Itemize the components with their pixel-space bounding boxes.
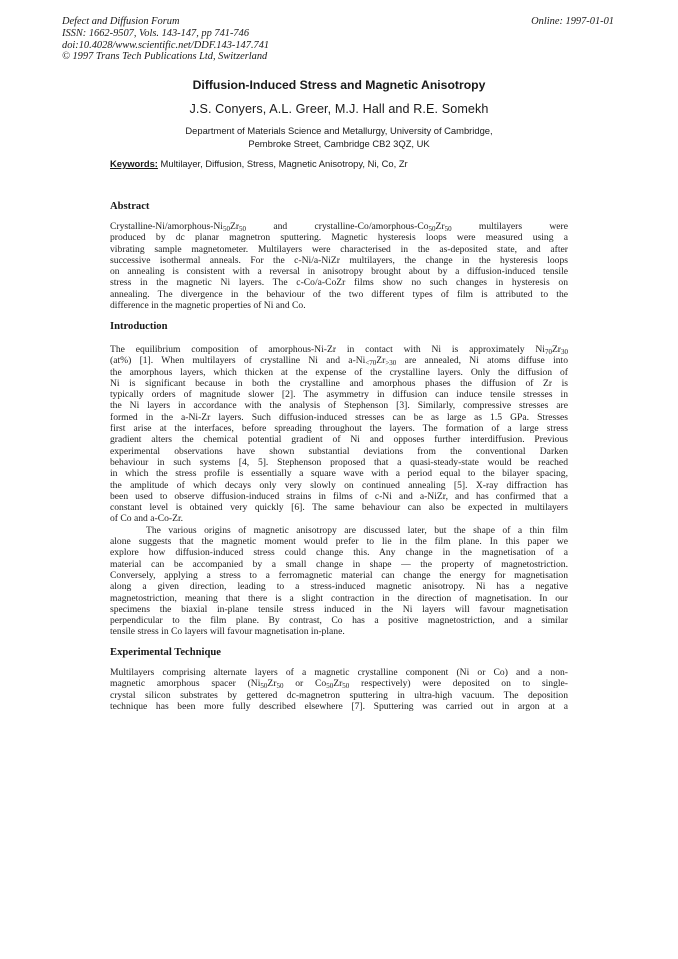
keywords [110,158,408,169]
text-line: alone suggests that the magnetic moment would prefer to lie in the film plane. In this paper we [110,536,568,548]
text-line: typically orders of magnitude slower [2]. The asymmetry in diffusion can induce tensile stresses in [110,389,568,401]
experimental-body [110,667,568,712]
text-line: along a given direction, leading to a stress-induced magnetic anisotropy. Ni has a negative [110,581,568,593]
text-line: gradient alters the chemical potential gradient of Ni and opposes further interdiffusion. Previous [110,434,568,446]
abstract-body [110,221,568,311]
text-line: The various origins of magnetic anisotropy are discussed later, but the shape of a thin film [146,524,568,536]
text-line: specimens the biaxial in-plane tensile stress induced in the Ni layers will favour magnetisation [110,603,568,615]
text-line: produced by dc planar magnetron sputtering. Magnetic hysteresis loops were measured using a [110,232,568,244]
text-line: annealing. The divergence in the behaviour of the two different types of film is attributed to the [110,288,568,300]
doi-line: doi:10.4028/www.scientific.net/DDF.143-147.741 [62,39,270,51]
text-line: material can be accompanied by a small change in shape — the property of magnetostriction. [110,558,568,570]
text-line: experimental observations have shown substantial deviations from the conventional Darken [110,445,568,457]
text-line: The equilibrium composition of amorphous-Ni-Zr in contact with Ni is approximately $Ni_{70}Zr_{30}$ [110,344,568,356]
text-line: (at%) [1]. When multilayers of crystalline Ni and $a-Ni_{<70}Zr_{>30}$ are annealed, Ni atoms diffuse into [110,355,568,367]
authors: J.S. Conyers, A.L. Greer, M.J. Hall and R.E. Somekh [189,102,489,116]
affiliation-line: Pembroke Street, Cambridge CB2 3QZ, UK [248,138,430,149]
introduction-heading: Introduction [110,321,168,332]
affiliation-line: Department of Materials Science and Metallurgy, University of Cambridge, [185,125,493,136]
text-line: Multilayers comprising alternate layers of a magnetic crystalline component (Ni or Co) and a non- [110,667,568,678]
keywords-label: Keywords: [110,158,158,169]
abstract-heading: Abstract [110,201,150,212]
text-line: crystal silicon substrates by gettered dc-magnetron sputtering in ultra-high vacuum. The deposition [110,689,568,701]
text-line: constant level is obtained very quickly [6]. The same behaviour can also be expected in multilayers [110,502,568,514]
text-line: Conversely, applying a stress to a ferromagnetic material can change the energy for magnetisation [110,569,568,581]
text-line: on annealing is consistent with a reversal in anisotropy brought about by a diffusion-induced tensile [110,266,568,278]
text-line: the Ni layers in accordance with the analysis of Stephenson [3]. Similarly, compressive stresses are [110,400,568,412]
text-line: the amorphous layers, which thicken at the expense of the crystalline layers. Only the diffusion of [110,366,568,378]
text-line: Ni is significant because in both the crystalline and amorphous phases the diffusion of Zr is [110,377,568,389]
text-line: tensile stress in Co layers will favour magnetisation in-plane. [110,626,345,638]
text-line: perpendicular to the film plane. By contrast, Co has a positive magnetostriction, and a similar [110,615,568,627]
text-line: stress in the magnetic Ni layers. The c-Co/a-CoZr films show no such changes in hysteresis on [110,277,568,289]
copyright-line: © 1997 Trans Tech Publications Ltd, Switzerland [62,51,268,63]
text-line: of Co and a-Co-Zr. [110,513,184,525]
text-line: been used to observe diffusion-induced strains in films of c-Ni and a-NiZr, and has confirmed that a [110,490,568,502]
paper-title: Diffusion-Induced Stress and Magnetic Anisotropy [192,78,486,92]
text-line: formed in the a-Ni-Zr layers. Such diffusion-induced stresses can be as large as 1.5 GPa. Stresses [110,411,568,423]
text-line: magnetostriction, meaning that there is a slight contraction in the direction of magnetisation. In our [110,592,568,604]
journal-name: Defect and Diffusion Forum [62,16,180,27]
text-line: magnetic amorphous spacer ($Ni_{50}Zr_{50}$ or $Co_{50}Zr_{50}$ respectively) were deposited on to single- [110,678,568,690]
journal-header [62,16,614,63]
text-line: first arise at the interfaces, before spreading throughout the layers. The formation of a large stress [110,423,568,435]
keywords-text: Multilayer, Diffusion, Stress, Magnetic Anisotropy, Ni, Co, Zr [160,158,408,169]
text-line: technique has been more fully described elsewhere [7]. Sputtering was carried out in argon at a [110,700,568,712]
introduction-body [110,344,568,638]
online-date: Online: 1997-01-01 [531,16,614,27]
text-line: explore how diffusion-induced stress could change this. Any change in the magnetisation of a [110,547,568,559]
issn-line: ISSN: 1662-9507, Vols. 143-147, pp 741-746 [62,27,250,39]
text-line: successive isothermal anneals. For the c-Ni/a-NiZr multilayers, the change in the hysteresis loops [110,254,568,266]
text-line: vibrating sample magnetometer. Multilayers were characterised in the as-deposited state, and after [110,243,568,255]
text-line: Crystalline-$Ni/amorphous-Ni_{50}Zr_{50}$ and crystalline-$Co/amorphous-Co_{50}Zr_{50}$ multilayers were [110,221,568,233]
text-line: the amplitude of which decays only very slowly on continued annealing [5]. X-ray diffraction has [110,479,568,491]
experimental-heading: Experimental Technique [110,647,221,658]
affiliation [0,124,678,150]
text-line: behaviour in such systems [4, 5]. Stephenson proposed that a quasi-steady-state would be reached [110,456,568,468]
text-line: difference in the magnetic properties of Ni and Co. [110,300,306,312]
text-line: in which the stress profile is essentially a square wave with a period equal to the bilayer spacing, [110,468,568,480]
